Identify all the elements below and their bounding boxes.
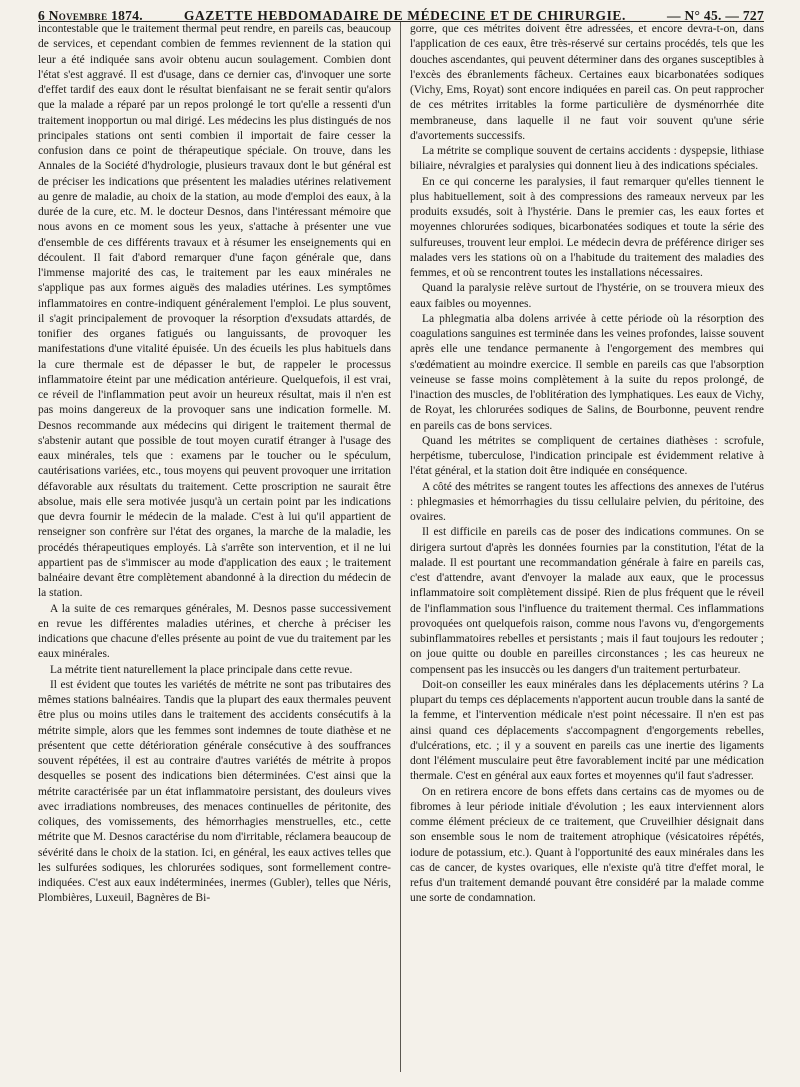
paragraph: A la suite de ces remarques générales, M. Desnos passe successivement en revue les différentes maladies utérines, et cherche à préciser les indications que chacune d'elles présente au point de vue du traitement par les eaux minérales. bbox=[38, 602, 391, 661]
paragraph: gorre, que ces métrites doivent être adressées, et encore devra-t-on, dans l'application de ces eaux, être très-réservé sur certains procédés, tels que les douches ascendantes, qui peuvent déterminer dans des organes susceptibles à l'excès des ébranlements fâcheux. Certaines eaux bicarbonatées sodiques (Vichy, Ems, Royat) sont encore indiquées en pareil cas. On peut rapprocher de ces métrites irritables la forme particulière de dysménorrhée dite membraneuse, dans laquelle il ne faut voir souvent qu'une série d'avortements successifs. bbox=[410, 23, 764, 142]
article-columns bbox=[38, 22, 764, 1072]
paragraph: La métrite se complique souvent de certains accidents : dyspepsie, lithiase biliaire, névralgies et paralysies qui donnent lieu à des indications spéciales. bbox=[410, 145, 764, 173]
paragraph: Il est difficile en pareils cas de poser des indications communes. On se dirigera surtout d'après les données fournies par la constitution, l'état de la malade. Il est pourtant une recommandation générale à faire en pareils cas, c'est d'attendre, avant d'envoyer la malade aux eaux, que le processus inflammatoire soit complètement dissipé. Rien de plus fréquent que le réveil de l'inflammation sous l'influence du traitement thermal. Ces inflammations provoquées ont quelquefois raison, comme nous l'avons vu, d'engorgements subinflammatoires rebelles et persistants ; mais il faut toujours les redouter ; on joue quitte ou double en pareilles circonstances ; les cas heureux ne compensent pas les insuccès ou les dangers d'un traitement perturbateur. bbox=[410, 526, 764, 676]
paragraph: Quand la paralysie relève surtout de l'hystérie, on se trouvera mieux des eaux faibles ou moyennes. bbox=[410, 282, 764, 310]
journal-title: GAZETTE HEBDOMADAIRE DE MÉDECINE ET DE CHIRURGIE. bbox=[183, 8, 627, 23]
paragraph: La phlegmatia alba dolens arrivée à cette période où la résorption des coagulations sanguines est terminée dans les veines profondes, laisse souvent après elle une tendance permanente à l'engorgement des membres qui s'œdématient au moindre exercice. Il semble en pareils cas que l'absorption veineuse se fasse moins complètement à la suite du repos prolongé, de l'inaction des muscles, de l'oblitération des lymphatiques. Les eaux de Vichy, de Royat, les chlorurées sodiques de Salins, de Bourbonne, peuvent rendre en pareils cas de bons services. bbox=[410, 312, 764, 432]
paragraph: Il est évident que toutes les variétés de métrite ne sont pas tributaires des mêmes stations balnéaires. Tandis que la plupart des eaux thermales peuvent être plus ou moins utiles dans le traitement des accidents consécutifs à la métrite simple, alors que les femmes sont indemnes de toute diathèse et ne présentent que cette détérioration générale consécutive à des souffrances souvent répétées, il est au contraire d'autres variétés de métrite à propos desquelles se posent des indications bien déterminées. C'est ainsi que la métrite caractérisée par un état inflammatoire persistant, des douleurs vives avec irradiations nombreuses, des menaces continuelles de péritonite, des coliques, des vomissements, des hémorrhagies menstruelles, etc., cette métrite que M. Desnos caractérise du nom d'irritable, réclamera beaucoup de sévérité dans le choix de la station. Ici, en général, les eaux actives telles que les sulfurées sodiques, les chlorurées sodiques, sont formellement contre-indiquées. C'est aux eaux indéterminées, inermes (Gubler), telles que Néris, Plombières, Luxeuil, Bagnères de Bi- bbox=[38, 678, 391, 905]
issue-date: 6 Novembre 1874. bbox=[38, 8, 143, 23]
issue-number: — N° 45. — bbox=[667, 8, 740, 23]
right-column bbox=[401, 22, 764, 1072]
paragraph: En ce qui concerne les paralysies, il faut remarquer qu'elles tiennent le plus habituellement, soit à des compressions des rameaux nerveux par les produits exsudés, soit à l'hystérie. Dans le premier cas, les eaux fortes et moyennes chlorurées sodiques, bicarbonatées sodiques et toute la série des sulfureuses, trouvent leur emploi. Le médecin devra de préférence diriger ses malades vers les stations où on a l'habitude du traitement des maladies des femmes, et où se rencontrent toutes les installations nécessaires. bbox=[410, 175, 764, 279]
paragraph: incontestable que le traitement thermal peut rendre, en pareils cas, beaucoup de services, et cependant combien de femmes reviennent de la station qui leur a été indiquée sans avoir obtenu aucun soulagement. Combien dont l'état s'est aggravé. Il est d'usage, dans ce dernier cas, d'invoquer une sorte d'effet tardif des eaux dont le résultat bienfaisant ne se ferait sentir qu'alors que la malade a réparé par un repos prolongé le tort qu'elle a ressenti d'un traitement inopportun ou mal dirigé. Les médecins les plus distingués de nos principales stations ont senti combien il importait de faire cesser la confusion dans ce point de thérapeutique spéciale. On trouve, dans les Annales de la Société d'hydrologie, plusieurs travaux dont le but général est de préciser les indications que présentent les maladies utérines relativement au genre de maladie, au choix de la station, au mode d'emploi des eaux, à la durée de la cure, etc. M. le docteur Desnos, dans l'intéressant mémoire que nous avons en ce moment sous les yeux, s'attache à présenter une vue d'ensemble de ces différents travaux et à résumer les enseignements qui en découlent. Il fait d'abord remarquer d'une façon générale que, dans l'immense majorité des cas, le traitement par les eaux minérales ne s'applique pas aux formes aiguës des maladies utérines. Les symptômes inflammatoires en contre-indiquent généralement l'emploi. Le plus souvent, il s'agit principalement de provoquer la résorption d'exsudats attardés, de tonifier des organes fatigués ou languissants, de provoquer les manifestations d'une vitalité épuisée. Un des écueils les plus habituels dans la cure thermale est de dépasser le but, de rappeler le processus inflammatoire éteint par une médication antérieure. Quelquefois, il est vrai, ce réveil de l'inflammation peut avoir un heureux résultat, mais il n'en est pas moins dangereux de la provoquer sans une indication formelle. M. Desnos recommande aux médecins qui dirigent le traitement thermal de s'abstenir autant que possible de tout moyen curatif étranger à l'usage des eaux minérales, tels que : examens par le toucher ou le spéculum, cautérisations variées, etc., tous moyens qui peuvent provoquer une irritation défavorable aux résultats du traitement. Cette proscription ne saurait être absolue, mais elle sera motivée jusqu'à un certain point par les indications que devra fournir le médecin de la malade. C'est à lui qu'il appartient de renseigner son confrère sur l'état des organes, la marche de la maladie, les procédés thérapeutiques employés. Là s'arrête son intervention, et il ne lui appartient pas de s'immiscer au mode d'application des eaux ; le traitement balnéaire devant être complètement abandonné à la direction du médecin de la station. bbox=[38, 23, 391, 600]
paragraph: Doit-on conseiller les eaux minérales dans les déplacements utérins ? La plupart du temps ces déplacements n'apportent aucun trouble dans la santé de la femme, et l'intervention médicale n'est point nécessaire. Il n'en est pas ainsi quand ces déplacements s'accompagnent d'engorgements rebelles, d'ulcérations, etc. ; il y a souvent en pareils cas une inertie des ligaments dont l'élément musculaire peut être favorablement incité par une médication thermale. C'est en général aux eaux fortes et moyennes qu'il faut s'adresser. bbox=[410, 678, 764, 783]
paragraph: La métrite tient naturellement la place principale dans cette revue. bbox=[50, 663, 353, 676]
paragraph: On en retirera encore de bons effets dans certains cas de myomes ou de fibromes à leur période initiale d'évolution ; les eaux interviennent alors comme élément précieux de ce traitement, que Cruveilhier désignait dans son ensemble sous le nom de traitement atrophique (vésicatoires répétés, iodure de potassium, etc.). Quant à l'opportunité des eaux minérales dans les cas de cancer, de kystes ovariques, elle n'existe qu'à titre d'effet moral, le refus d'un traitement demandé pouvant être considéré par la malade comme une sorte de condamnation. bbox=[410, 785, 764, 905]
page-number: 727 bbox=[742, 8, 764, 23]
paragraph: Quand les métrites se compliquent de certaines diathèses : scrofule, herpétisme, tuberculose, l'indication principale est évidemment relative à l'état général, et la station doit être indiquée en conséquence. bbox=[410, 434, 764, 478]
paragraph: A côté des métrites se rangent toutes les affections des annexes de l'utérus : phlegmasies et hémorrhagies du tissu cellulaire pelvien, du péritoine, des ovaires. bbox=[410, 480, 764, 523]
page-header bbox=[38, 0, 764, 22]
left-column bbox=[38, 22, 401, 1072]
